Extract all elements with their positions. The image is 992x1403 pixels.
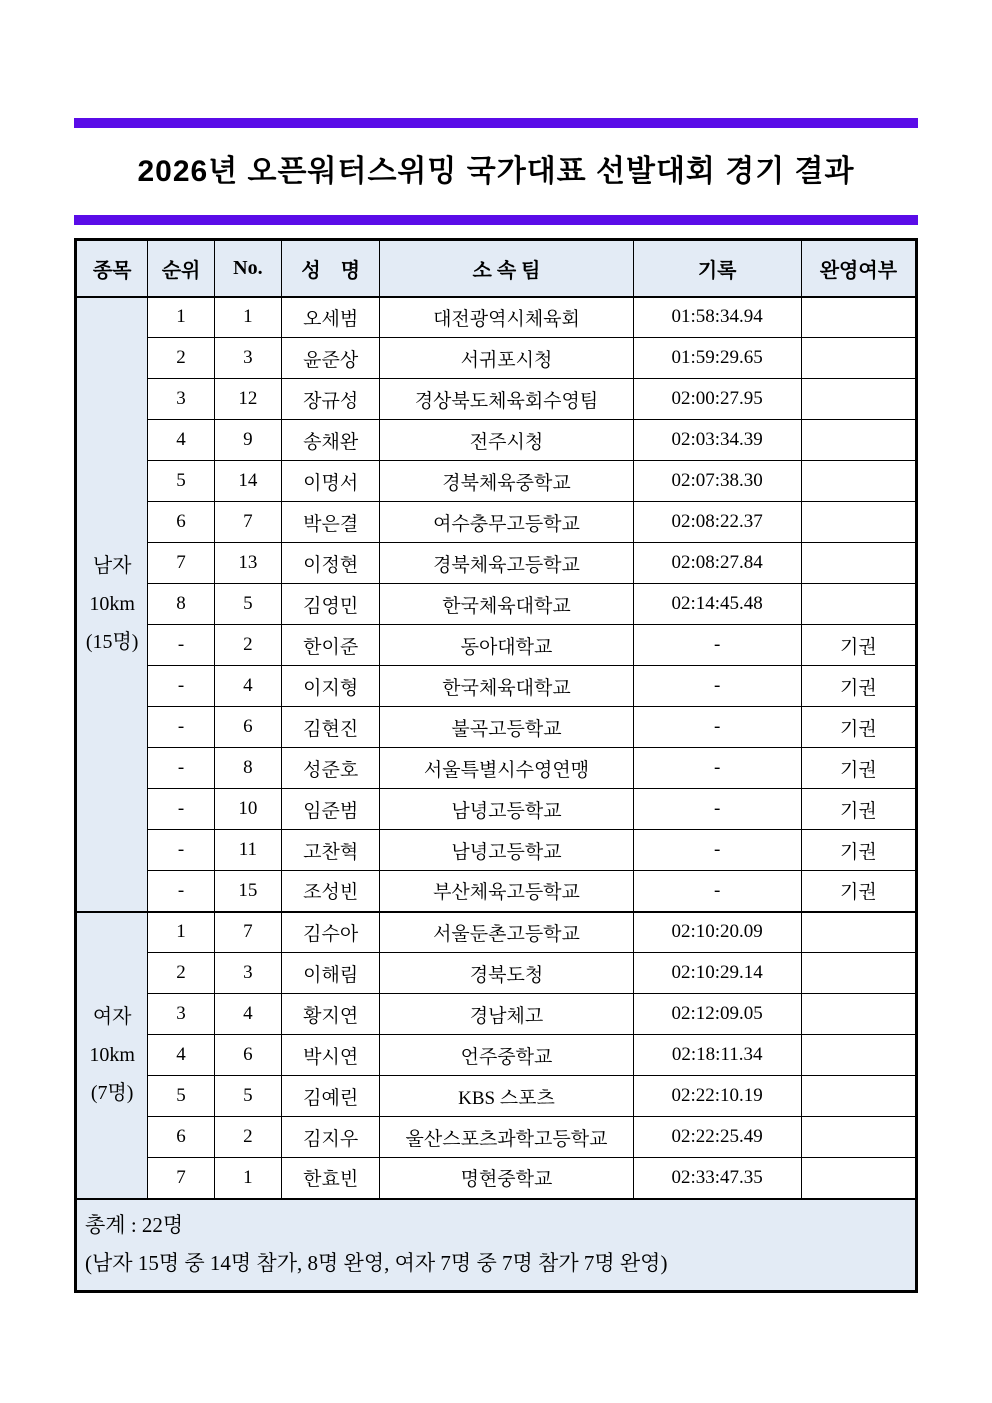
finish-status-cell bbox=[801, 379, 916, 420]
team-cell: 경북도청 bbox=[380, 953, 633, 994]
bib-no-cell: 7 bbox=[214, 502, 281, 543]
table-row bbox=[76, 748, 917, 789]
finish-status-cell: 기권 bbox=[801, 789, 916, 830]
name-cell: 장규성 bbox=[282, 379, 380, 420]
team-cell: 남녕고등학교 bbox=[380, 830, 633, 871]
name-cell: 임준범 bbox=[282, 789, 380, 830]
summary-row bbox=[76, 1199, 917, 1292]
rank-cell: 8 bbox=[148, 584, 214, 625]
name-cell: 송채완 bbox=[282, 420, 380, 461]
team-cell: 서울둔촌고등학교 bbox=[380, 912, 633, 953]
header-event: 종목 bbox=[76, 240, 148, 297]
record-cell: 02:14:45.48 bbox=[633, 584, 801, 625]
rank-cell: - bbox=[148, 748, 214, 789]
finish-status-cell bbox=[801, 502, 916, 543]
bib-no-cell: 2 bbox=[214, 625, 281, 666]
team-cell: 대전광역시체육회 bbox=[380, 297, 633, 338]
finish-status-cell: 기권 bbox=[801, 871, 916, 912]
header-name: 성 명 bbox=[282, 240, 380, 297]
bib-no-cell: 4 bbox=[214, 666, 281, 707]
record-cell: 02:12:09.05 bbox=[633, 994, 801, 1035]
finish-status-cell: 기권 bbox=[801, 748, 916, 789]
header-finish-status: 완영여부 bbox=[801, 240, 916, 297]
table-row bbox=[76, 461, 917, 502]
bib-no-cell: 2 bbox=[214, 1117, 281, 1158]
bib-no-cell: 6 bbox=[214, 1035, 281, 1076]
name-cell: 오세범 bbox=[282, 297, 380, 338]
finish-status-cell: 기권 bbox=[801, 830, 916, 871]
header-rank: 순위 bbox=[148, 240, 214, 297]
record-cell: 02:10:20.09 bbox=[633, 912, 801, 953]
event-group-label-line: 남자 bbox=[92, 555, 132, 577]
table-row bbox=[76, 543, 917, 584]
record-cell: 01:59:29.65 bbox=[633, 338, 801, 379]
table-row bbox=[76, 666, 917, 707]
record-cell: 01:58:34.94 bbox=[633, 297, 801, 338]
table-row bbox=[76, 584, 917, 625]
bib-no-cell: 15 bbox=[214, 871, 281, 912]
bib-no-cell: 3 bbox=[214, 953, 281, 994]
table-row bbox=[76, 830, 917, 871]
team-cell: 여수충무고등학교 bbox=[380, 502, 633, 543]
rank-cell: 7 bbox=[148, 1158, 214, 1199]
bib-no-cell: 12 bbox=[214, 379, 281, 420]
results-tbody bbox=[76, 297, 917, 1199]
event-group-cell bbox=[76, 297, 148, 912]
rank-cell: - bbox=[148, 789, 214, 830]
bib-no-cell: 4 bbox=[214, 994, 281, 1035]
record-cell: - bbox=[633, 666, 801, 707]
title-table-gap bbox=[74, 225, 918, 238]
team-cell: KBS 스포츠 bbox=[380, 1076, 633, 1117]
rank-cell: - bbox=[148, 666, 214, 707]
summary-cell bbox=[76, 1199, 917, 1292]
summary-breakdown-line: (남자 15명 중 14명 참가, 8명 완영, 여자 7명 중 7명 참가 7명 완영) bbox=[85, 1250, 668, 1275]
rank-cell: 3 bbox=[148, 379, 214, 420]
name-cell: 한이준 bbox=[282, 625, 380, 666]
team-cell: 전주시청 bbox=[380, 420, 633, 461]
record-cell: 02:22:10.19 bbox=[633, 1076, 801, 1117]
rank-cell: 4 bbox=[148, 1035, 214, 1076]
table-row bbox=[76, 707, 917, 748]
record-cell: - bbox=[633, 625, 801, 666]
name-cell: 박은결 bbox=[282, 502, 380, 543]
name-cell: 윤준상 bbox=[282, 338, 380, 379]
name-cell: 이정현 bbox=[282, 543, 380, 584]
bib-no-cell: 3 bbox=[214, 338, 281, 379]
finish-status-cell bbox=[801, 994, 916, 1035]
event-group-label-line: (7명) bbox=[90, 1082, 134, 1104]
table-row bbox=[76, 1035, 917, 1076]
summary-total-line: 총계 : 22명 bbox=[85, 1212, 184, 1237]
finish-status-cell bbox=[801, 1158, 916, 1199]
team-cell: 경남체고 bbox=[380, 994, 633, 1035]
name-cell: 김영민 bbox=[282, 584, 380, 625]
finish-status-cell bbox=[801, 953, 916, 994]
finish-status-cell bbox=[801, 1117, 916, 1158]
team-cell: 한국체육대학교 bbox=[380, 666, 633, 707]
rank-cell: 1 bbox=[148, 297, 214, 338]
page-title: 2026년 오픈워터스위밍 국가대표 선발대회 경기 결과 bbox=[137, 155, 855, 188]
record-cell: 02:08:22.37 bbox=[633, 502, 801, 543]
finish-status-cell bbox=[801, 584, 916, 625]
bib-no-cell: 6 bbox=[214, 707, 281, 748]
document-page bbox=[74, 0, 918, 1293]
table-row bbox=[76, 1117, 917, 1158]
bib-no-cell: 13 bbox=[214, 543, 281, 584]
bib-no-cell: 10 bbox=[214, 789, 281, 830]
team-cell: 서울특별시수영연맹 bbox=[380, 748, 633, 789]
event-group-label-line: 10km bbox=[89, 593, 135, 615]
table-row bbox=[76, 420, 917, 461]
table-row bbox=[76, 297, 917, 338]
team-cell: 남녕고등학교 bbox=[380, 789, 633, 830]
table-row bbox=[76, 953, 917, 994]
team-cell: 부산체육고등학교 bbox=[380, 871, 633, 912]
table-row bbox=[76, 625, 917, 666]
finish-status-cell: 기권 bbox=[801, 625, 916, 666]
record-cell: 02:08:27.84 bbox=[633, 543, 801, 584]
record-cell: - bbox=[633, 748, 801, 789]
rank-cell: 6 bbox=[148, 1117, 214, 1158]
rank-cell: 7 bbox=[148, 543, 214, 584]
team-cell: 불곡고등학교 bbox=[380, 707, 633, 748]
name-cell: 김현진 bbox=[282, 707, 380, 748]
name-cell: 조성빈 bbox=[282, 871, 380, 912]
name-cell: 황지연 bbox=[282, 994, 380, 1035]
bib-no-cell: 5 bbox=[214, 584, 281, 625]
table-row bbox=[76, 379, 917, 420]
header-row bbox=[76, 240, 917, 297]
bib-no-cell: 11 bbox=[214, 830, 281, 871]
name-cell: 고찬혁 bbox=[282, 830, 380, 871]
record-cell: 02:22:25.49 bbox=[633, 1117, 801, 1158]
table-row bbox=[76, 789, 917, 830]
bib-no-cell: 1 bbox=[214, 1158, 281, 1199]
header-bib-no: No. bbox=[214, 240, 281, 297]
record-cell: - bbox=[633, 871, 801, 912]
results-table bbox=[74, 238, 918, 1293]
bib-no-cell: 1 bbox=[214, 297, 281, 338]
rank-cell: 2 bbox=[148, 338, 214, 379]
table-row bbox=[76, 871, 917, 912]
rank-cell: 2 bbox=[148, 953, 214, 994]
team-cell: 언주중학교 bbox=[380, 1035, 633, 1076]
finish-status-cell: 기권 bbox=[801, 666, 916, 707]
name-cell: 김예린 bbox=[282, 1076, 380, 1117]
record-cell: - bbox=[633, 789, 801, 830]
finish-status-cell bbox=[801, 338, 916, 379]
record-cell: 02:10:29.14 bbox=[633, 953, 801, 994]
finish-status-cell bbox=[801, 1035, 916, 1076]
table-row bbox=[76, 1076, 917, 1117]
rank-cell: 5 bbox=[148, 1076, 214, 1117]
team-cell: 명현중학교 bbox=[380, 1158, 633, 1199]
bib-no-cell: 7 bbox=[214, 912, 281, 953]
rank-cell: - bbox=[148, 625, 214, 666]
name-cell: 한효빈 bbox=[282, 1158, 380, 1199]
rank-cell: - bbox=[148, 871, 214, 912]
bib-no-cell: 5 bbox=[214, 1076, 281, 1117]
table-row bbox=[76, 994, 917, 1035]
record-cell: 02:18:11.34 bbox=[633, 1035, 801, 1076]
table-row bbox=[76, 338, 917, 379]
team-cell: 경북체육중학교 bbox=[380, 461, 633, 502]
event-group-cell bbox=[76, 912, 148, 1199]
record-cell: 02:00:27.95 bbox=[633, 379, 801, 420]
name-cell: 김수아 bbox=[282, 912, 380, 953]
record-cell: 02:33:47.35 bbox=[633, 1158, 801, 1199]
event-group-label-line: 여자 bbox=[92, 1006, 132, 1028]
finish-status-cell bbox=[801, 912, 916, 953]
bib-no-cell: 14 bbox=[214, 461, 281, 502]
name-cell: 이지형 bbox=[282, 666, 380, 707]
bib-no-cell: 9 bbox=[214, 420, 281, 461]
rank-cell: 3 bbox=[148, 994, 214, 1035]
finish-status-cell bbox=[801, 297, 916, 338]
rank-cell: 4 bbox=[148, 420, 214, 461]
finish-status-cell bbox=[801, 420, 916, 461]
bib-no-cell: 8 bbox=[214, 748, 281, 789]
name-cell: 이해림 bbox=[282, 953, 380, 994]
rank-cell: 6 bbox=[148, 502, 214, 543]
rank-cell: - bbox=[148, 707, 214, 748]
finish-status-cell bbox=[801, 1076, 916, 1117]
record-cell: 02:07:38.30 bbox=[633, 461, 801, 502]
name-cell: 성준호 bbox=[282, 748, 380, 789]
team-cell: 울산스포츠과학고등학교 bbox=[380, 1117, 633, 1158]
rank-cell: - bbox=[148, 830, 214, 871]
finish-status-cell bbox=[801, 461, 916, 502]
top-rule-bar bbox=[74, 118, 918, 128]
name-cell: 이명서 bbox=[282, 461, 380, 502]
header-record: 기록 bbox=[633, 240, 801, 297]
table-row bbox=[76, 502, 917, 543]
rank-cell: 1 bbox=[148, 912, 214, 953]
name-cell: 김지우 bbox=[282, 1117, 380, 1158]
event-group-label-line: (15명) bbox=[85, 631, 139, 653]
finish-status-cell bbox=[801, 543, 916, 584]
record-cell: - bbox=[633, 707, 801, 748]
record-cell: 02:03:34.39 bbox=[633, 420, 801, 461]
team-cell: 한국체육대학교 bbox=[380, 584, 633, 625]
team-cell: 서귀포시청 bbox=[380, 338, 633, 379]
team-cell: 경상북도체육회수영팀 bbox=[380, 379, 633, 420]
finish-status-cell: 기권 bbox=[801, 707, 916, 748]
bottom-rule-bar bbox=[74, 215, 918, 225]
results-table-header bbox=[76, 240, 917, 297]
team-cell: 경북체육고등학교 bbox=[380, 543, 633, 584]
team-cell: 동아대학교 bbox=[380, 625, 633, 666]
name-cell: 박시연 bbox=[282, 1035, 380, 1076]
table-row bbox=[76, 1158, 917, 1199]
event-group-label-line: 10km bbox=[89, 1044, 135, 1066]
table-row bbox=[76, 912, 917, 953]
rank-cell: 5 bbox=[148, 461, 214, 502]
record-cell: - bbox=[633, 830, 801, 871]
header-team: 소 속 팀 bbox=[380, 240, 633, 297]
results-table-footer bbox=[76, 1199, 917, 1292]
